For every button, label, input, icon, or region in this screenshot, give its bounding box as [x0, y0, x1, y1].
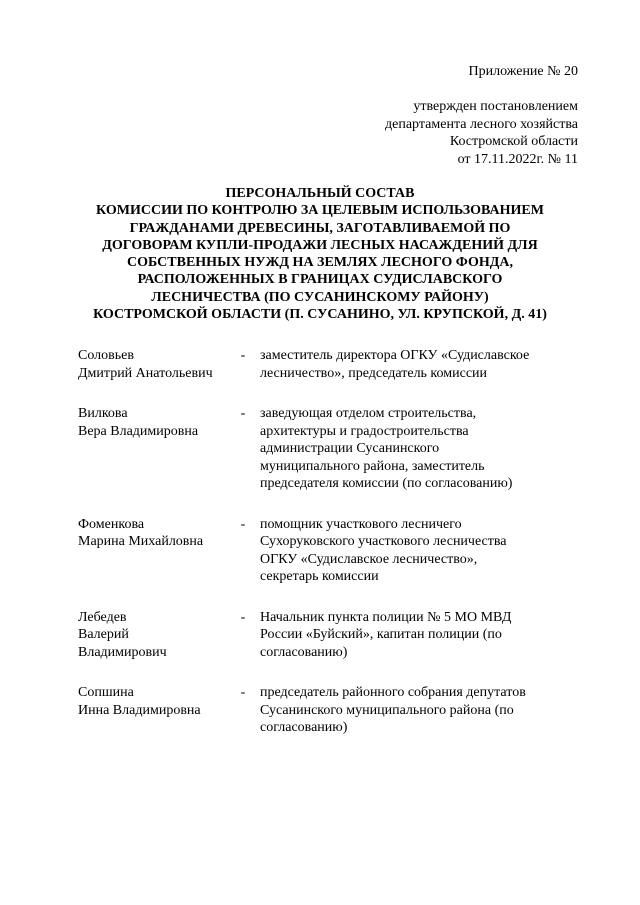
role-line: секретарь комиссии [260, 569, 379, 584]
member-row [78, 347, 578, 382]
role-line: заведующая отделом строительства, [260, 406, 477, 421]
member-role [260, 516, 560, 586]
approval-date-line: от 17.11.2022г. № 11 [457, 151, 578, 167]
member-patronymic: Владимирович [78, 644, 167, 660]
approval-line: Костромской области [449, 134, 578, 149]
role-line: лесничество», председатель комиссии [260, 365, 488, 381]
member-role [260, 347, 560, 382]
role-line: председателя комиссии (по согласованию) [260, 476, 513, 491]
member-role [260, 405, 560, 493]
member-row [78, 684, 578, 737]
separator-dash: - [240, 516, 246, 532]
role-line: администрации Сусанинского [260, 441, 440, 456]
approval-line: департамента лесного хозяйства [385, 116, 578, 132]
member-name [78, 609, 228, 662]
member-surname: Фоменкова [78, 516, 145, 532]
role-line: муниципального района, заместитель [260, 458, 485, 474]
member-role [260, 684, 560, 737]
role-line: согласованию) [260, 644, 348, 660]
title-line: ПЕРСОНАЛЬНЫЙ СОСТАВ [225, 186, 415, 201]
approval-block [385, 98, 578, 168]
role-line: Сухоруковского участкового лесничества [260, 534, 507, 549]
member-given-names: Марина Михайловна [78, 534, 204, 549]
title-line: СОБСТВЕННЫХ НУЖД НА ЗЕМЛЯХ ЛЕСНОГО ФОНДА, [127, 255, 513, 271]
role-line: России «Буйский», капитан полиции (по [260, 627, 502, 642]
member-name [78, 684, 228, 737]
appendix-number: Приложение № 20 [468, 64, 578, 79]
title-line: ЛЕСНИЧЕСТВА (ПО СУСАНИНСКОМУ РАЙОНУ) [151, 289, 489, 305]
member-given-names: Вера Владимировна [78, 423, 199, 439]
role-line: Сусанинского муниципального района (по [260, 702, 514, 718]
member-surname: Вилкова [78, 406, 128, 421]
separator-dash: - [240, 609, 246, 625]
member-row [78, 609, 578, 662]
member-name [78, 405, 228, 493]
member-role [260, 609, 560, 662]
separator-dash: - [240, 685, 246, 700]
role-line: заместитель директора ОГКУ «Судиславское [260, 348, 530, 363]
member-surname: Соловьев [78, 348, 134, 363]
approval-line: утвержден постановлением [413, 99, 578, 114]
separator-dash: - [240, 348, 246, 363]
title-line: КОСТРОМСКОЙ ОБЛАСТИ (П. СУСАНИНО, УЛ. КРУПСКОЙ, Д. 41) [93, 307, 547, 323]
member-row [78, 516, 578, 586]
title-line: РАСПОЛОЖЕННЫХ В ГРАНИЦАХ СУДИСЛАВСКОГО [137, 272, 503, 288]
member-name [78, 347, 228, 382]
separator-dash: - [240, 406, 246, 421]
role-line: архитектуры и градостроительства [260, 423, 469, 439]
member-surname: Сопшина [78, 685, 134, 700]
member-row [78, 405, 578, 493]
member-given-names: Инна Владимировна [78, 702, 201, 718]
role-line: председатель районного собрания депутатов [260, 685, 526, 700]
role-line: согласованию) [260, 720, 348, 735]
document-title [70, 185, 570, 323]
role-line: помощник участкового лесничего [260, 516, 462, 532]
title-line: ДОГОВОРАМ КУПЛИ-ПРОДАЖИ ЛЕСНЫХ НАСАЖДЕНИЙ ДЛЯ [102, 237, 538, 253]
member-list [78, 347, 578, 760]
title-line: ГРАЖДАНАМИ ДРЕВЕСИНЫ, ЗАГОТАВЛИВАЕМОЙ ПО [129, 220, 511, 236]
member-name [78, 516, 228, 586]
member-given-name: Валерий [78, 627, 129, 642]
member-surname: Лебедев [78, 609, 127, 625]
role-line: ОГКУ «Судиславское лесничество», [260, 551, 478, 567]
title-line: КОМИССИИ ПО КОНТРОЛЮ ЗА ЦЕЛЕВЫМ ИСПОЛЬЗОВАНИЕМ [96, 203, 544, 219]
member-given-names: Дмитрий Анатольевич [78, 365, 213, 381]
role-line: Начальник пункта полиции № 5 МО МВД [260, 609, 512, 625]
